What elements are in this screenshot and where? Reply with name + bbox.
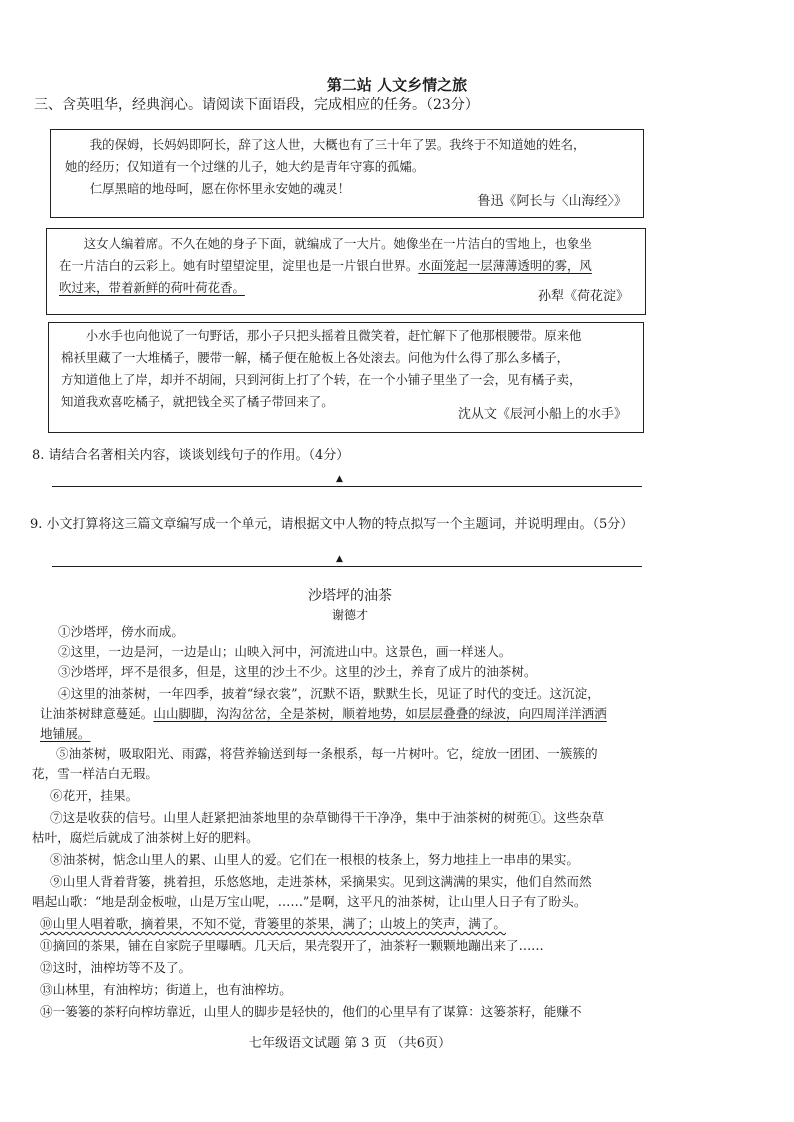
essay-paragraph-wavy-underlined: ⑩山里人唱着歌，摘着果，不知不觉，背篓里的茶果，满了；山坡上的笑声，满了。 — [40, 916, 506, 931]
essay-paragraph: ④这里的油茶树，一年四季，披着“绿衣裳”，沉默不语，默默生长，见证了时代的变迁。这沉淀， — [58, 686, 600, 701]
question-9: 9. 小文打算将这三篇文章编写成一个单元，请根据文中人物的特点拟写一个主题词，并说明理由。（5分） — [30, 517, 634, 532]
station-title: 第二站 人文乡情之旅 — [326, 76, 468, 94]
answer-line — [52, 566, 642, 567]
essay-paragraph: ③沙塔坪，坪不是很多，但是，这里的沙土不少。这里的沙土，养育了成片的油茶树。 — [58, 664, 537, 679]
essay-paragraph: ⑫这时，油榨坊等不及了。 — [40, 960, 192, 975]
answer-line — [52, 486, 642, 487]
excerpt-line: 她的经历；仅知道有一个过继的儿子，她大约是青年守寡的孤孀。 — [65, 159, 425, 174]
excerpt-line: 我的保姆，长妈妈即阿长，辞了这人世，大概也有了三十年了罢。我终于不知道她的姓名， — [89, 137, 586, 152]
essay-text: 让油茶树肆意蔓延。 — [40, 706, 154, 721]
excerpt-line: 仁厚黑暗的地母呵，愿在你怀里永安她的魂灵！ — [89, 181, 350, 196]
essay-paragraph: 花，雪一样洁白无瑕。 — [32, 766, 158, 781]
excerpt-source: 沈从文《辰河小船上的水手》 — [457, 407, 627, 422]
essay-paragraph: ⑭一篓篓的茶籽向榨坊靠近，山里人的脚步是轻快的，他们的心里早有了谋算：这篓茶籽，能赚不 — [40, 1004, 582, 1019]
essay-paragraph — [40, 704, 660, 724]
essay-paragraph: ⑧油茶树，惦念山里人的累、山里人的爱。它们在一根根的枝条上，努力地挂上一串串的果实。 — [50, 852, 579, 867]
excerpt-line: 小水手也向他说了一句野话，那小子只把头摇着且微笑着，赶忙解下了他那根腰带。原来他 — [85, 328, 582, 343]
excerpt-box-sunli — [46, 228, 646, 315]
essay-paragraph — [40, 724, 660, 744]
essay-paragraph: ①沙塔坪，傍水而成。 — [58, 624, 184, 639]
underlined-sentence: 山山脚脚，沟沟岔岔，全是茶树，顺着地势，如层层叠叠的绿波，向四周洋洋洒洒 — [153, 706, 607, 721]
answer-marker: ▲ — [336, 474, 343, 484]
essay-paragraph: 唱起山歌：“地是刮金板啦，山是万宝山呢，……”是啊，这平凡的油茶树，让山里人日子有了盼头。 — [32, 894, 587, 909]
excerpt-box-shencongwen — [48, 322, 644, 433]
essay-paragraph: ⑨山里人背着背篓，挑着担，乐悠悠地，走进茶林，采摘果实。见到这满满的果实，他们自然而然 — [50, 874, 592, 889]
essay-paragraph: ②这里，一边是河，一边是山；山映入河中，河流进山中。这景色，画一样迷人。 — [58, 644, 512, 659]
answer-marker: ▲ — [336, 554, 343, 564]
essay-paragraph: 枯叶，腐烂后就成了油茶树上好的肥料。 — [32, 830, 259, 845]
underlined-sentence: 水面笼起一层薄薄透明的雾，风 — [418, 258, 592, 273]
excerpt-source: 孙犁《荷花淀》 — [537, 289, 629, 304]
essay-paragraph: ⑪摘回的茶果，铺在自家院子里曝晒。几天后，果壳裂开了，油茶籽一颗颗地蹦出来了…… — [40, 938, 544, 953]
excerpt-line: 棉袄里藏了一大堆橘子，腰带一解，橘子便在舱板上各处滚去。问他为什么得了那么多橘子， — [61, 350, 570, 365]
underlined-sentence: 地铺展。 — [40, 726, 91, 741]
essay-paragraph: ⑬山林里，有油榨坊；街道上，也有油榨坊。 — [40, 982, 292, 997]
essay-title: 沙塔坪的油茶 — [308, 588, 392, 604]
section-heading: 三、含英咀华，经典润心。请阅读下面语段，完成相应的任务。（23分） — [34, 97, 479, 113]
excerpt-source: 鲁迅《阿长与〈山海经〉》 — [477, 194, 627, 209]
excerpt-box-luxun — [50, 129, 644, 218]
essay-paragraph: ⑦这是收获的信号。山里人赶紧把油茶地里的杂草锄得干干净净，集中于油茶树的树蔸①。这些杂草 — [50, 810, 605, 825]
excerpt-line: 这女人编着席。不久在她的身子下面，就编成了一大片。她像坐在一片洁白的雪地上，也象坐 — [83, 236, 592, 251]
question-8: 8. 请结合名著相关内容，谈谈划线句子的作用。（4分） — [32, 448, 350, 463]
page-footer: 七年级语文试题 第 3 页 （共6页） — [248, 1036, 452, 1051]
essay-author: 谢德才 — [331, 608, 368, 622]
excerpt-line: 方知道他上了岸，却并不胡闹，只到河街上打了个转，在一个小铺子里坐了一会，见有橘子卖， — [61, 372, 582, 387]
excerpt-text: 在一片洁白的云彩上。她有时望望淀里，淀里也是一片银白世界。 — [59, 258, 419, 273]
underlined-sentence: 吹过来，带着新鲜的荷叶荷花香。 — [59, 280, 245, 295]
essay-paragraph: ⑥花开，挂果。 — [50, 788, 139, 803]
excerpt-line — [59, 255, 633, 277]
essay-paragraph: ⑤油茶树，吸取阳光、雨露，将营养输送到每一条根系，每一片树叶。它，绽放一团团、一簇簇的 — [56, 746, 598, 761]
excerpt-line: 知道我欢喜吃橘子，就把钱全买了橘子带回来了。 — [61, 394, 334, 409]
